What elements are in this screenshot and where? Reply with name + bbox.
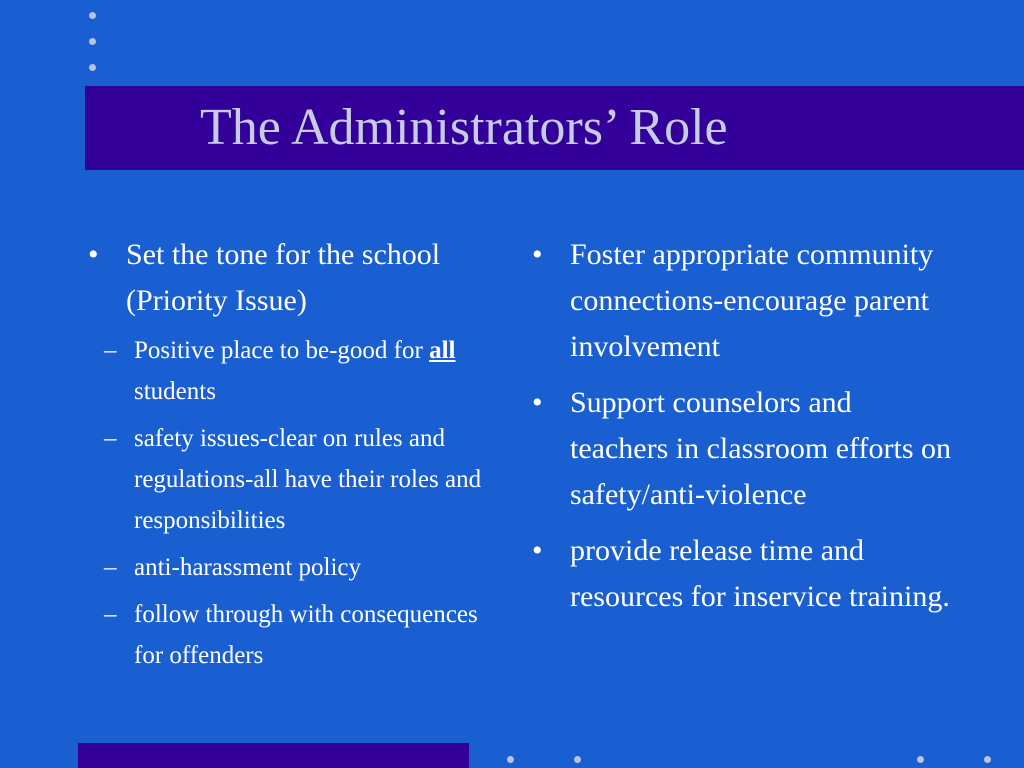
sub-bullet-item (88, 547, 488, 588)
sub-bullet-item (88, 330, 488, 412)
bullet-marker: • (88, 238, 99, 271)
sub-bullet-text: anti-harassment policy (134, 554, 362, 581)
decorative-dot (89, 12, 96, 19)
sub-bullet-text: students (134, 378, 216, 405)
sub-bullet-marker: – (104, 425, 117, 452)
bullet-text: Foster appropriate community connections-encourage parent involvement (570, 238, 934, 363)
right-column (532, 232, 952, 630)
bullet-text: provide release time and resources for inservice training. (570, 534, 950, 613)
bullet-text: Set the tone for the school (Priority Issue) (126, 238, 441, 317)
emphasis-text: all (429, 337, 456, 364)
slide-title: The Administrators’ Role (200, 99, 728, 156)
decorative-dot (89, 38, 96, 45)
bottom-accent-bar (78, 743, 469, 768)
bullet-marker: • (532, 238, 543, 271)
decorative-dot (89, 64, 96, 71)
decorative-dot (984, 756, 991, 763)
sub-bullet-text: safety issues-clear on rules and regulations-all have their roles and responsibilities (134, 425, 482, 534)
decorative-dot (917, 756, 924, 763)
sub-bullet-marker: – (104, 337, 117, 364)
decorative-dot (574, 756, 581, 763)
sub-bullet-list (104, 330, 488, 676)
bullet-item (532, 380, 952, 518)
bullet-text: Support counselors and teachers in classroom efforts on safety/anti-violence (570, 386, 951, 511)
decorative-dot (507, 756, 514, 763)
left-column (88, 232, 488, 686)
bullet-item (532, 232, 952, 370)
sub-bullet-marker: – (104, 554, 117, 581)
sub-bullet-text: follow through with consequences for offenders (134, 601, 478, 669)
sub-bullet-item (88, 594, 488, 676)
sub-bullet-marker: – (104, 601, 117, 628)
sub-bullet-text: Positive place to be-good for (134, 337, 430, 364)
bullet-marker: • (532, 534, 543, 567)
bullet-marker: • (532, 386, 543, 419)
bullet-item (88, 232, 488, 676)
sub-bullet-item (88, 418, 488, 541)
bullet-item (532, 528, 952, 620)
